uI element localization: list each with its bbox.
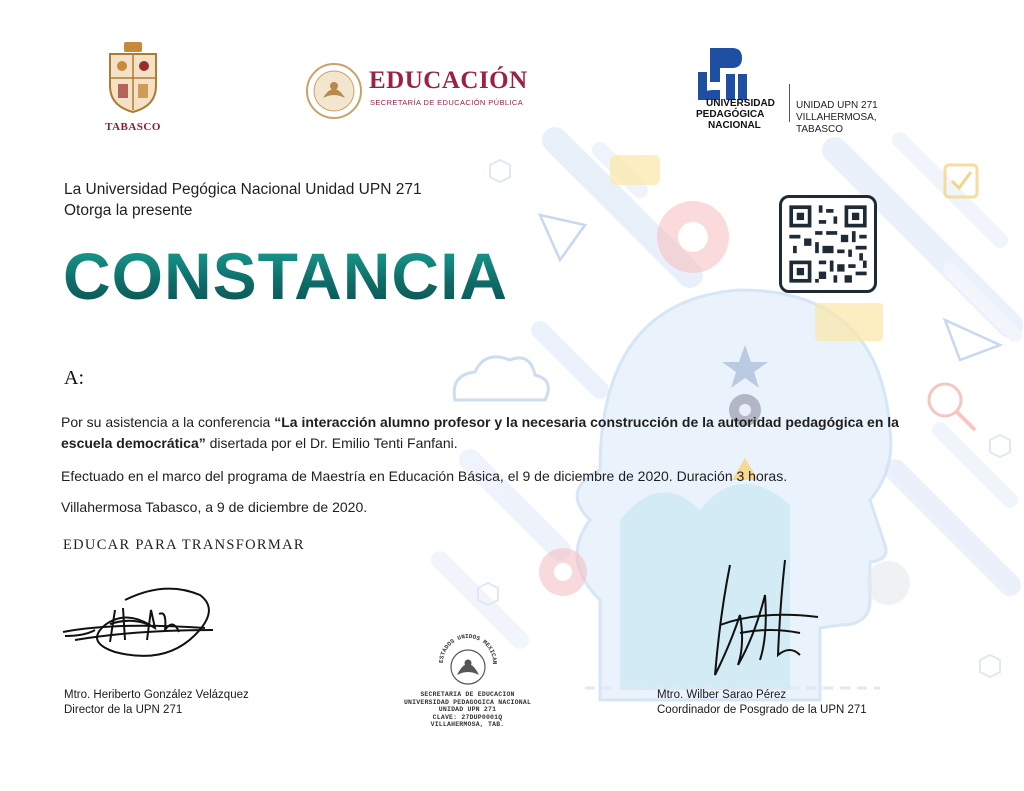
- conference-title: “La interacción alumno profesor y la necesaria construcción de la autoridad pedagógica en la escuela democrática”: [61, 414, 899, 451]
- left-signatory-name: Mtro. Heriberto González Velázquez: [64, 689, 249, 701]
- reason-paragraph: [61, 412, 906, 454]
- svg-text:ESTADOS UNIDOS MEXICANOS: [433, 625, 498, 665]
- stamp-line4: CLAVE: 27DUP0001Q: [432, 713, 503, 721]
- educacion-subtitle: SECRETARÍA DE EDUCACIÓN PÚBLICA: [370, 98, 524, 107]
- tabasco-coat-of-arms-icon: [100, 40, 166, 114]
- left-signature: [55, 580, 225, 670]
- motto: EDUCAR PARA TRANSFORMAR: [63, 537, 305, 553]
- upn-name-line2: PEDAGÓGICA: [696, 109, 765, 120]
- left-signatory-role: Director de la UPN 271: [64, 704, 183, 716]
- right-signatory-name: Mtro. Wilber Sarao Pérez: [657, 689, 787, 701]
- intro-line2: Otorga la presente: [64, 202, 193, 219]
- upn-unit: [796, 100, 926, 136]
- tabasco-logo: [100, 40, 166, 133]
- reason-suffix: disertada por el Dr. Emilio Tenti Fanfani.: [205, 435, 458, 451]
- recipient-label: A:: [64, 367, 84, 389]
- intro-text: [64, 179, 422, 221]
- upn-name: [696, 98, 788, 131]
- left-signatory: [64, 688, 249, 718]
- upn-name-line3: NACIONAL: [708, 120, 761, 131]
- upn-divider: [789, 84, 790, 122]
- qr-code: [779, 195, 877, 293]
- right-signature: [700, 555, 820, 685]
- tabasco-label: TABASCO: [105, 121, 161, 133]
- upn-emblem-icon: [698, 48, 748, 100]
- stamp-line5: VILLAHERMOSA, TAB.: [430, 721, 505, 728]
- national-seal-icon: [305, 62, 363, 120]
- stamp-line3: UNIDAD UPN 271: [438, 706, 497, 713]
- stamp-text: [395, 691, 540, 729]
- upn-name-line1: UNIVERSIDAD: [706, 98, 775, 109]
- stamp-seal-icon: [433, 625, 503, 695]
- educacion-logo: [305, 62, 555, 122]
- upn-logo: [696, 48, 926, 135]
- stamp-arc-text: ESTADOS UNIDOS MEXICAN: [437, 632, 499, 665]
- place-date: Villahermosa Tabasco, a 9 de diciembre de 2020.: [61, 499, 368, 515]
- right-signatory-role: Coordinador de Posgrado de la UPN 271: [657, 704, 867, 716]
- reason-prefix: Por su asistencia a la conferencia: [61, 414, 275, 430]
- educacion-title: EDUCACIÓN: [369, 67, 528, 94]
- stamp-line1: SECRETARIA DE EDUCACION: [420, 691, 515, 698]
- program-text: Efectuado en el marco del programa de Maestría en Educación Básica, el 9 de diciembre de 2020. Duración 3 horas.: [61, 468, 788, 484]
- intro-line1: La Universidad Pegógica Nacional Unidad UPN 271: [64, 181, 422, 198]
- stamp-line2: UNIVERSIDAD PEDAGOGICA NACIONAL: [403, 698, 532, 706]
- right-signatory: [657, 688, 867, 718]
- upn-unit-line1: UNIDAD UPN 271: [796, 100, 878, 111]
- upn-unit-line2: VILLAHERMOSA, TABASCO: [796, 112, 877, 135]
- official-stamp: [395, 625, 540, 740]
- qr-code-icon: [782, 198, 874, 290]
- certificate-title: CONSTANCIA: [63, 239, 509, 313]
